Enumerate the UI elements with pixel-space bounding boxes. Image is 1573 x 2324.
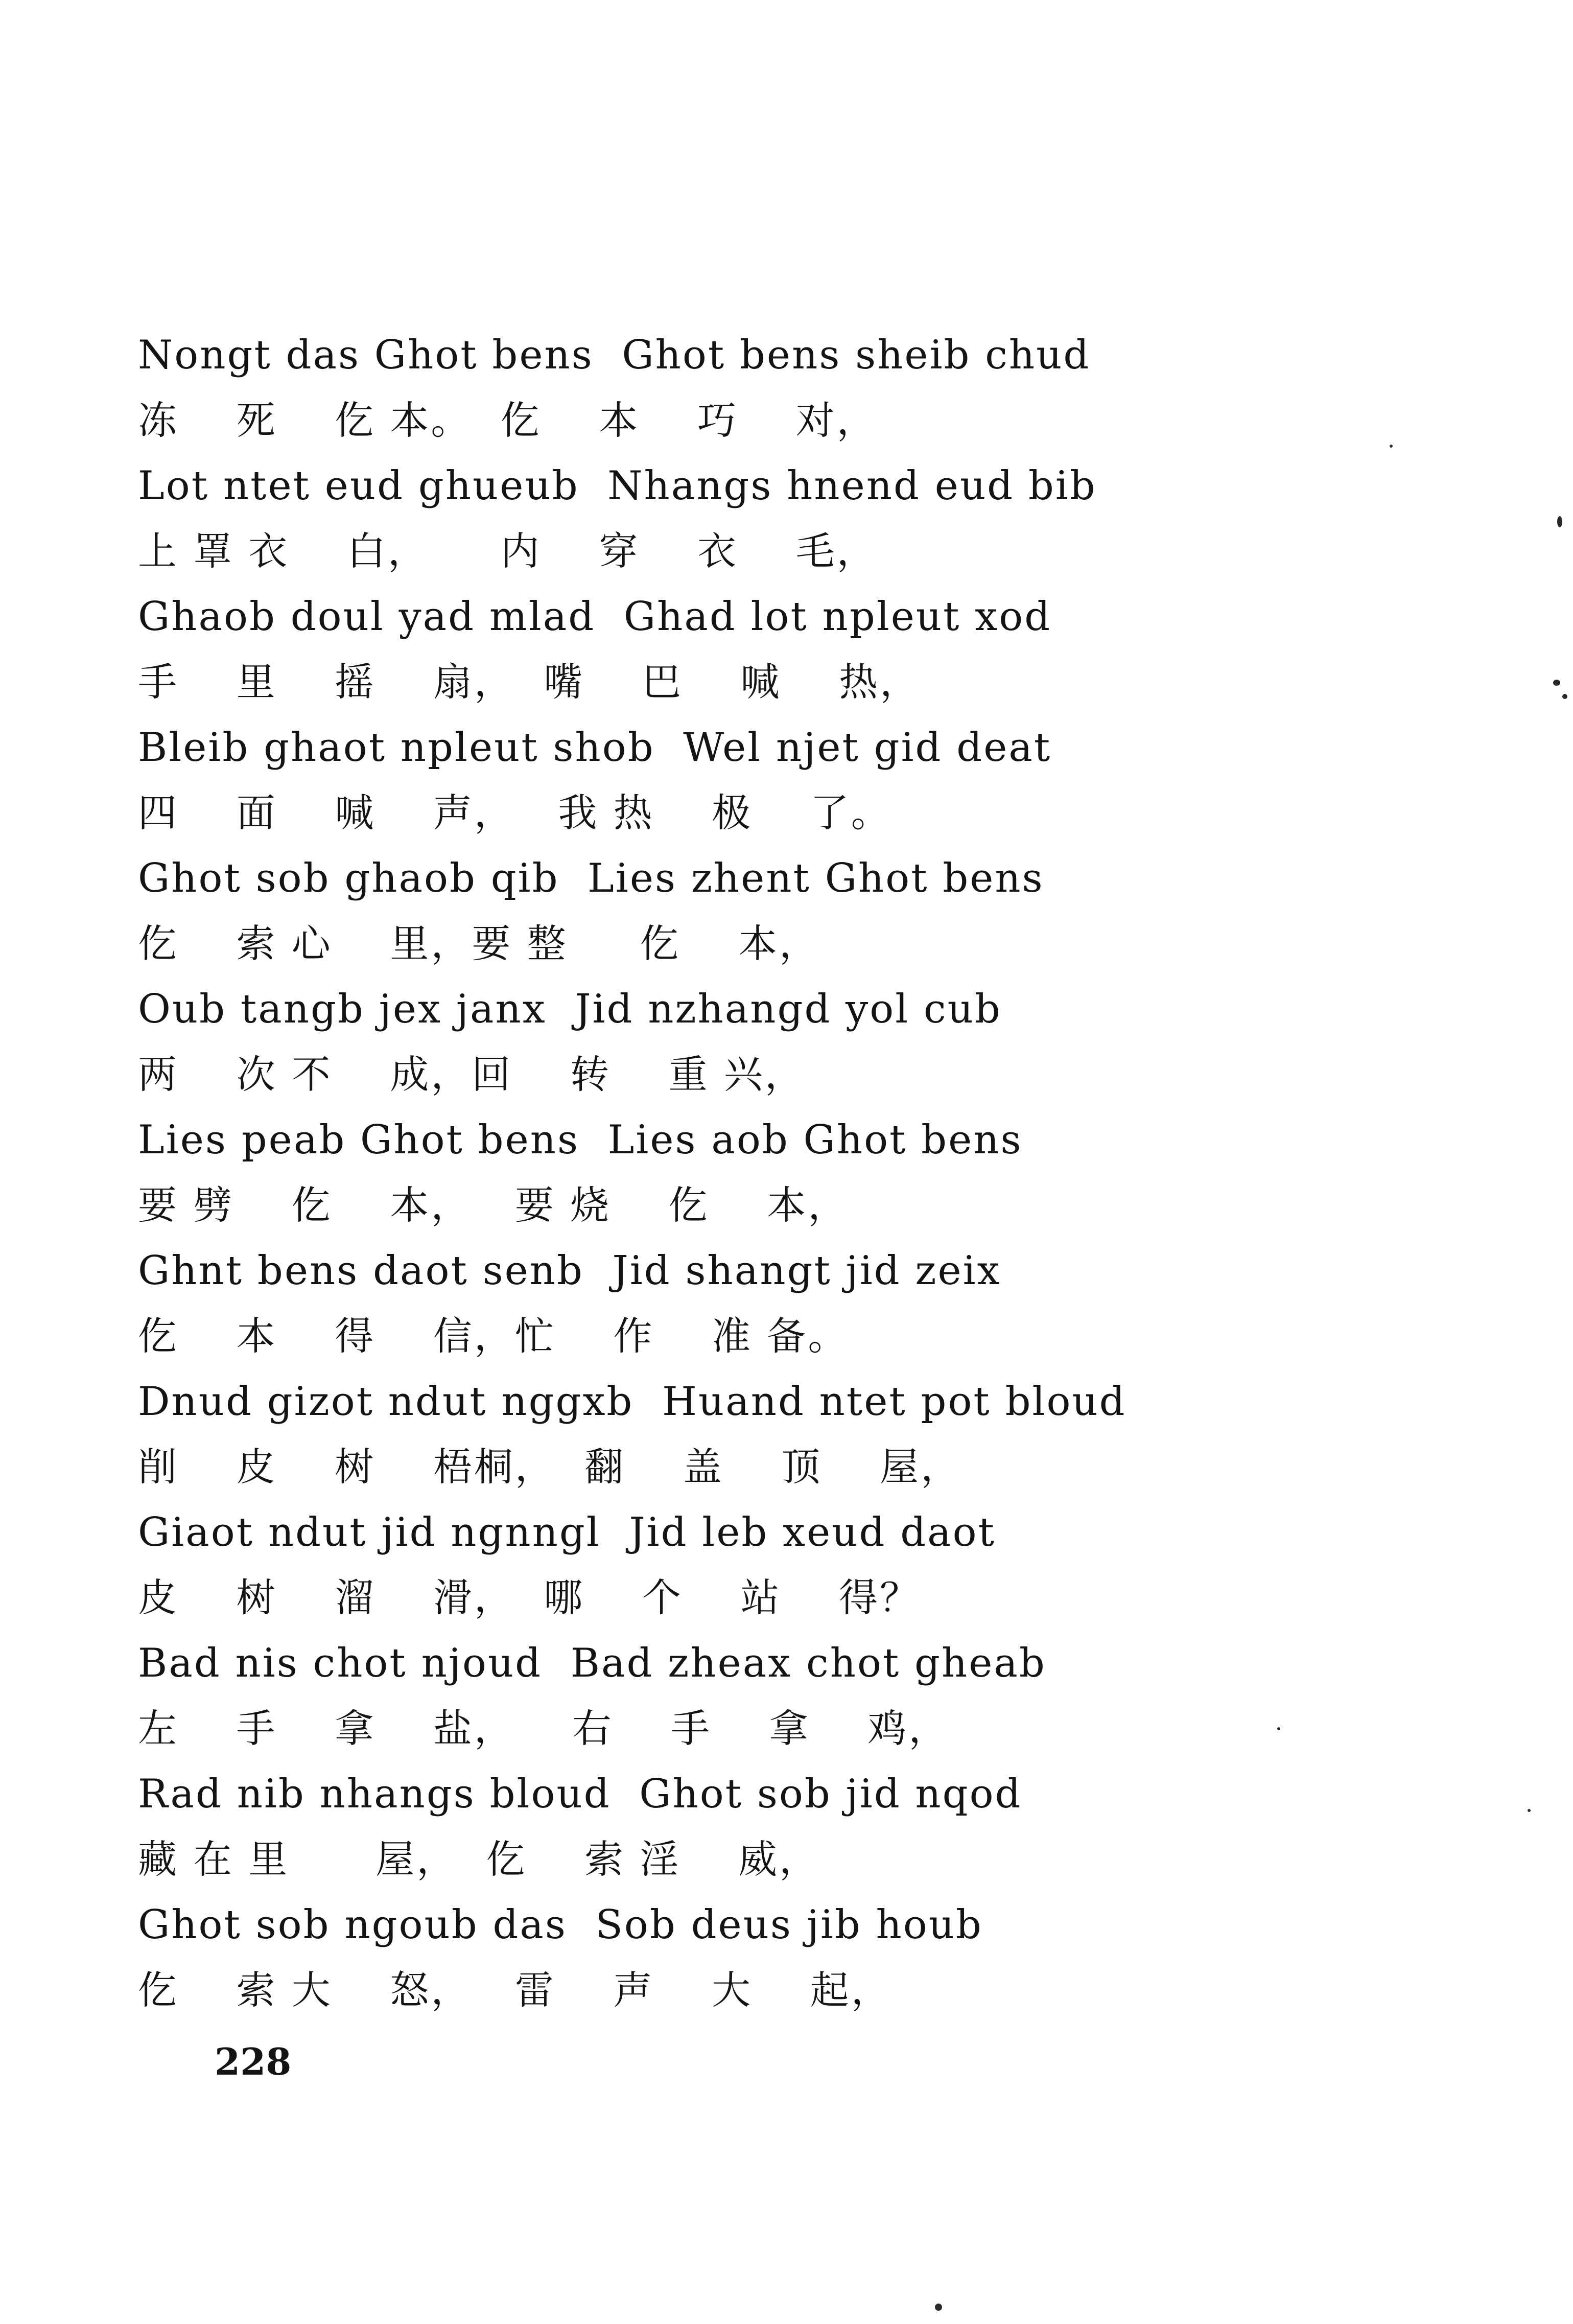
- hanzi-line: 两 次 不 成，回 转 重 兴，: [138, 1052, 806, 1097]
- line-pair-3: [138, 589, 1160, 719]
- poem-text-block: [138, 327, 1160, 2028]
- romanized-line: Ghot sob ghaob qib Lies zhent Ghot bens: [138, 855, 1044, 901]
- hanzi-line: 藏 在 里 屋， 仡 索 淫 威，: [138, 1837, 820, 1882]
- scan-speck: [1557, 516, 1562, 527]
- romanized-line: Ghaob doul yad mlad Ghad lot npleut xod: [138, 594, 1052, 640]
- scan-speck: [1277, 1727, 1280, 1730]
- hanzi-line: 皮 树 溜 滑， 哪 个 站 得？: [138, 1575, 921, 1620]
- line-pair-10: [138, 1504, 1160, 1635]
- scan-speck: [1528, 1809, 1531, 1812]
- scan-speck: [1553, 680, 1560, 686]
- hanzi-line: 冻 死 仡 本。 仡 本 巧 对，: [138, 398, 878, 443]
- line-pair-11: [138, 1635, 1160, 1766]
- romanized-line: Rad nib nhangs bloud Ghot sob jid nqod: [138, 1771, 1022, 1817]
- hanzi-line: 仡 本 得 信，忙 作 准 备。: [138, 1313, 849, 1359]
- romanized-line: Nongt das Ghot bens Ghot bens sheib chud: [138, 332, 1091, 378]
- scan-speck: [935, 2304, 942, 2311]
- scan-speck: [1562, 694, 1567, 699]
- romanized-line: Ghnt bens daot senb Jid shangt jid zeix: [138, 1248, 1001, 1294]
- hanzi-line: 上 罩 衣 白， 内 穿 衣 毛，: [138, 528, 878, 574]
- hanzi-line: 要 劈 仡 本， 要 烧 仡 本，: [138, 1182, 849, 1228]
- romanized-line: Bad nis chot njoud Bad zheax chot gheab: [138, 1640, 1046, 1686]
- romanized-line: Lot ntet eud ghueub Nhangs hnend eud bib: [138, 463, 1097, 509]
- hanzi-line: 削 皮 树 梧桐， 翻 盖 顶 屋，: [138, 1444, 962, 1490]
- romanized-line: Ghot sob ngoub das Sob deus jib houb: [138, 1902, 983, 1948]
- scan-speck: [1390, 445, 1393, 448]
- line-pair-4: [138, 719, 1160, 850]
- line-pair-9: [138, 1374, 1160, 1504]
- line-pair-2: [138, 458, 1160, 589]
- romanized-line: Lies peab Ghot bens Lies aob Ghot bens: [138, 1117, 1023, 1163]
- hanzi-line: 仡 索 大 怒， 雷 声 大 起，: [138, 1967, 892, 2013]
- hanzi-line: 手 里 摇 扇， 嘴 巴 喊 热，: [138, 659, 921, 705]
- romanized-line: Giaot ndut jid ngnngl Jid leb xeud daot: [138, 1509, 996, 1555]
- line-pair-5: [138, 850, 1160, 981]
- line-pair-7: [138, 1112, 1160, 1243]
- hanzi-line: 四 面 喊 声， 我 热 极 了。: [138, 790, 892, 835]
- romanized-line: Oub tangb jex janx Jid nzhangd yol cub: [138, 986, 1002, 1032]
- line-pair-1: [138, 327, 1160, 458]
- romanized-line: Bleib ghaot npleut shob Wel njet gid deat: [138, 725, 1052, 771]
- line-pair-8: [138, 1243, 1160, 1374]
- line-pair-12: [138, 1766, 1160, 1897]
- line-pair-13: [138, 1897, 1160, 2028]
- romanized-line: Dnud gizot ndut nggxb Huand ntet pot bloud: [138, 1379, 1126, 1425]
- page-number: 228: [215, 2040, 292, 2083]
- hanzi-line: 左 手 拿 盐， 右 手 拿 鸡，: [138, 1706, 950, 1751]
- line-pair-6: [138, 981, 1160, 1112]
- hanzi-line: 仡 索 心 里，要 整 仡 本，: [138, 921, 820, 966]
